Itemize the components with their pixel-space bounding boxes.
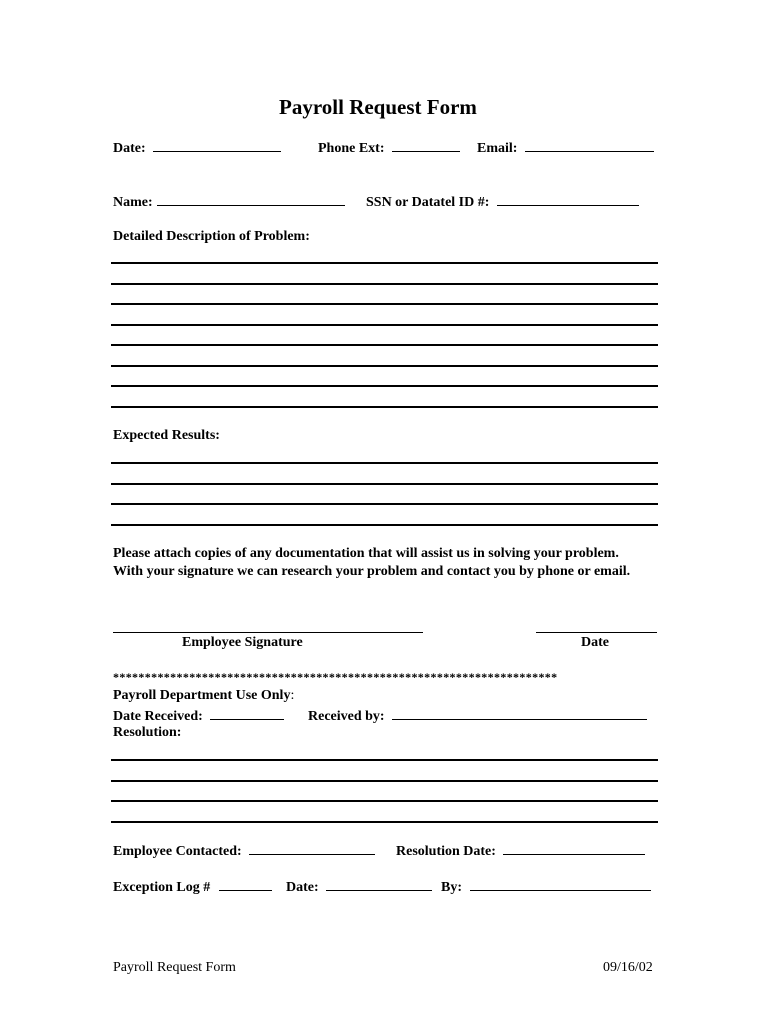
expected-results-label: Expected Results: [113, 428, 220, 443]
phone-ext-blank[interactable] [392, 139, 460, 152]
employee-contacted-row [113, 842, 375, 860]
expected-results-line[interactable] [111, 483, 658, 485]
signature-date-label: Date [581, 635, 609, 650]
resolution-line[interactable] [111, 780, 658, 782]
exception-by-label: By: [441, 880, 462, 895]
ssn-blank[interactable] [497, 193, 639, 206]
department-heading: Payroll Department Use Only [113, 688, 291, 703]
description-line[interactable] [111, 324, 658, 326]
phone-ext-field-row [318, 139, 460, 157]
description-line[interactable] [111, 283, 658, 285]
employee-contacted-label: Employee Contacted: [113, 844, 242, 859]
expected-results-line[interactable] [111, 503, 658, 505]
description-line[interactable] [111, 303, 658, 305]
resolution-line[interactable] [111, 759, 658, 761]
name-blank[interactable] [157, 193, 345, 206]
instructions-text: Please attach copies of any documentation that will assist us in solving your problem. With your signature we can research your problem and contact you by phone or email. [113, 546, 631, 579]
email-blank[interactable] [525, 139, 654, 152]
name-label: Name: [113, 195, 153, 210]
date-received-label: Date Received: [113, 709, 203, 724]
employee-contacted-blank[interactable] [249, 842, 375, 855]
name-field-row [113, 193, 345, 211]
date-field-row [113, 139, 281, 157]
resolution-date-label: Resolution Date: [396, 844, 496, 859]
date-received-blank[interactable] [210, 707, 284, 720]
department-heading-row [113, 688, 294, 704]
resolution-date-row [396, 842, 645, 860]
exception-by-blank[interactable] [470, 878, 651, 891]
exception-date-row [286, 878, 432, 896]
department-heading-colon: : [290, 688, 295, 703]
resolution-date-blank[interactable] [503, 842, 645, 855]
employee-signature-line[interactable] [113, 632, 423, 633]
ssn-label: SSN or Datatel ID #: [366, 195, 490, 210]
date-received-row [113, 707, 284, 725]
description-line[interactable] [111, 406, 658, 408]
description-label: Detailed Description of Problem: [113, 229, 310, 244]
footer-form-date: 09/16/02 [603, 960, 653, 975]
section-separator: ********************************************************************** [113, 670, 558, 684]
received-by-blank[interactable] [392, 707, 647, 720]
footer-form-name: Payroll Request Form [113, 960, 236, 975]
expected-results-line[interactable] [111, 524, 658, 526]
description-line[interactable] [111, 365, 658, 367]
received-by-row [308, 707, 647, 725]
email-field-row [477, 139, 654, 157]
exception-log-row [113, 878, 272, 896]
employee-signature-label: Employee Signature [182, 635, 303, 650]
resolution-line[interactable] [111, 800, 658, 802]
ssn-field-row [366, 193, 639, 211]
received-by-label: Received by: [308, 709, 385, 724]
exception-log-blank[interactable] [219, 878, 272, 891]
description-line[interactable] [111, 344, 658, 346]
resolution-label: Resolution: [113, 725, 182, 740]
expected-results-line[interactable] [111, 462, 658, 464]
phone-ext-label: Phone Ext: [318, 141, 385, 156]
resolution-line[interactable] [111, 821, 658, 823]
description-line[interactable] [111, 262, 658, 264]
date-label: Date: [113, 141, 146, 156]
form-title: Payroll Request Form [279, 95, 477, 119]
signature-date-line[interactable] [536, 632, 657, 633]
date-blank[interactable] [153, 139, 281, 152]
exception-log-label: Exception Log # [113, 880, 211, 895]
description-line[interactable] [111, 385, 658, 387]
exception-date-blank[interactable] [326, 878, 432, 891]
email-label: Email: [477, 141, 518, 156]
exception-date-label: Date: [286, 880, 319, 895]
exception-by-row [441, 878, 651, 896]
